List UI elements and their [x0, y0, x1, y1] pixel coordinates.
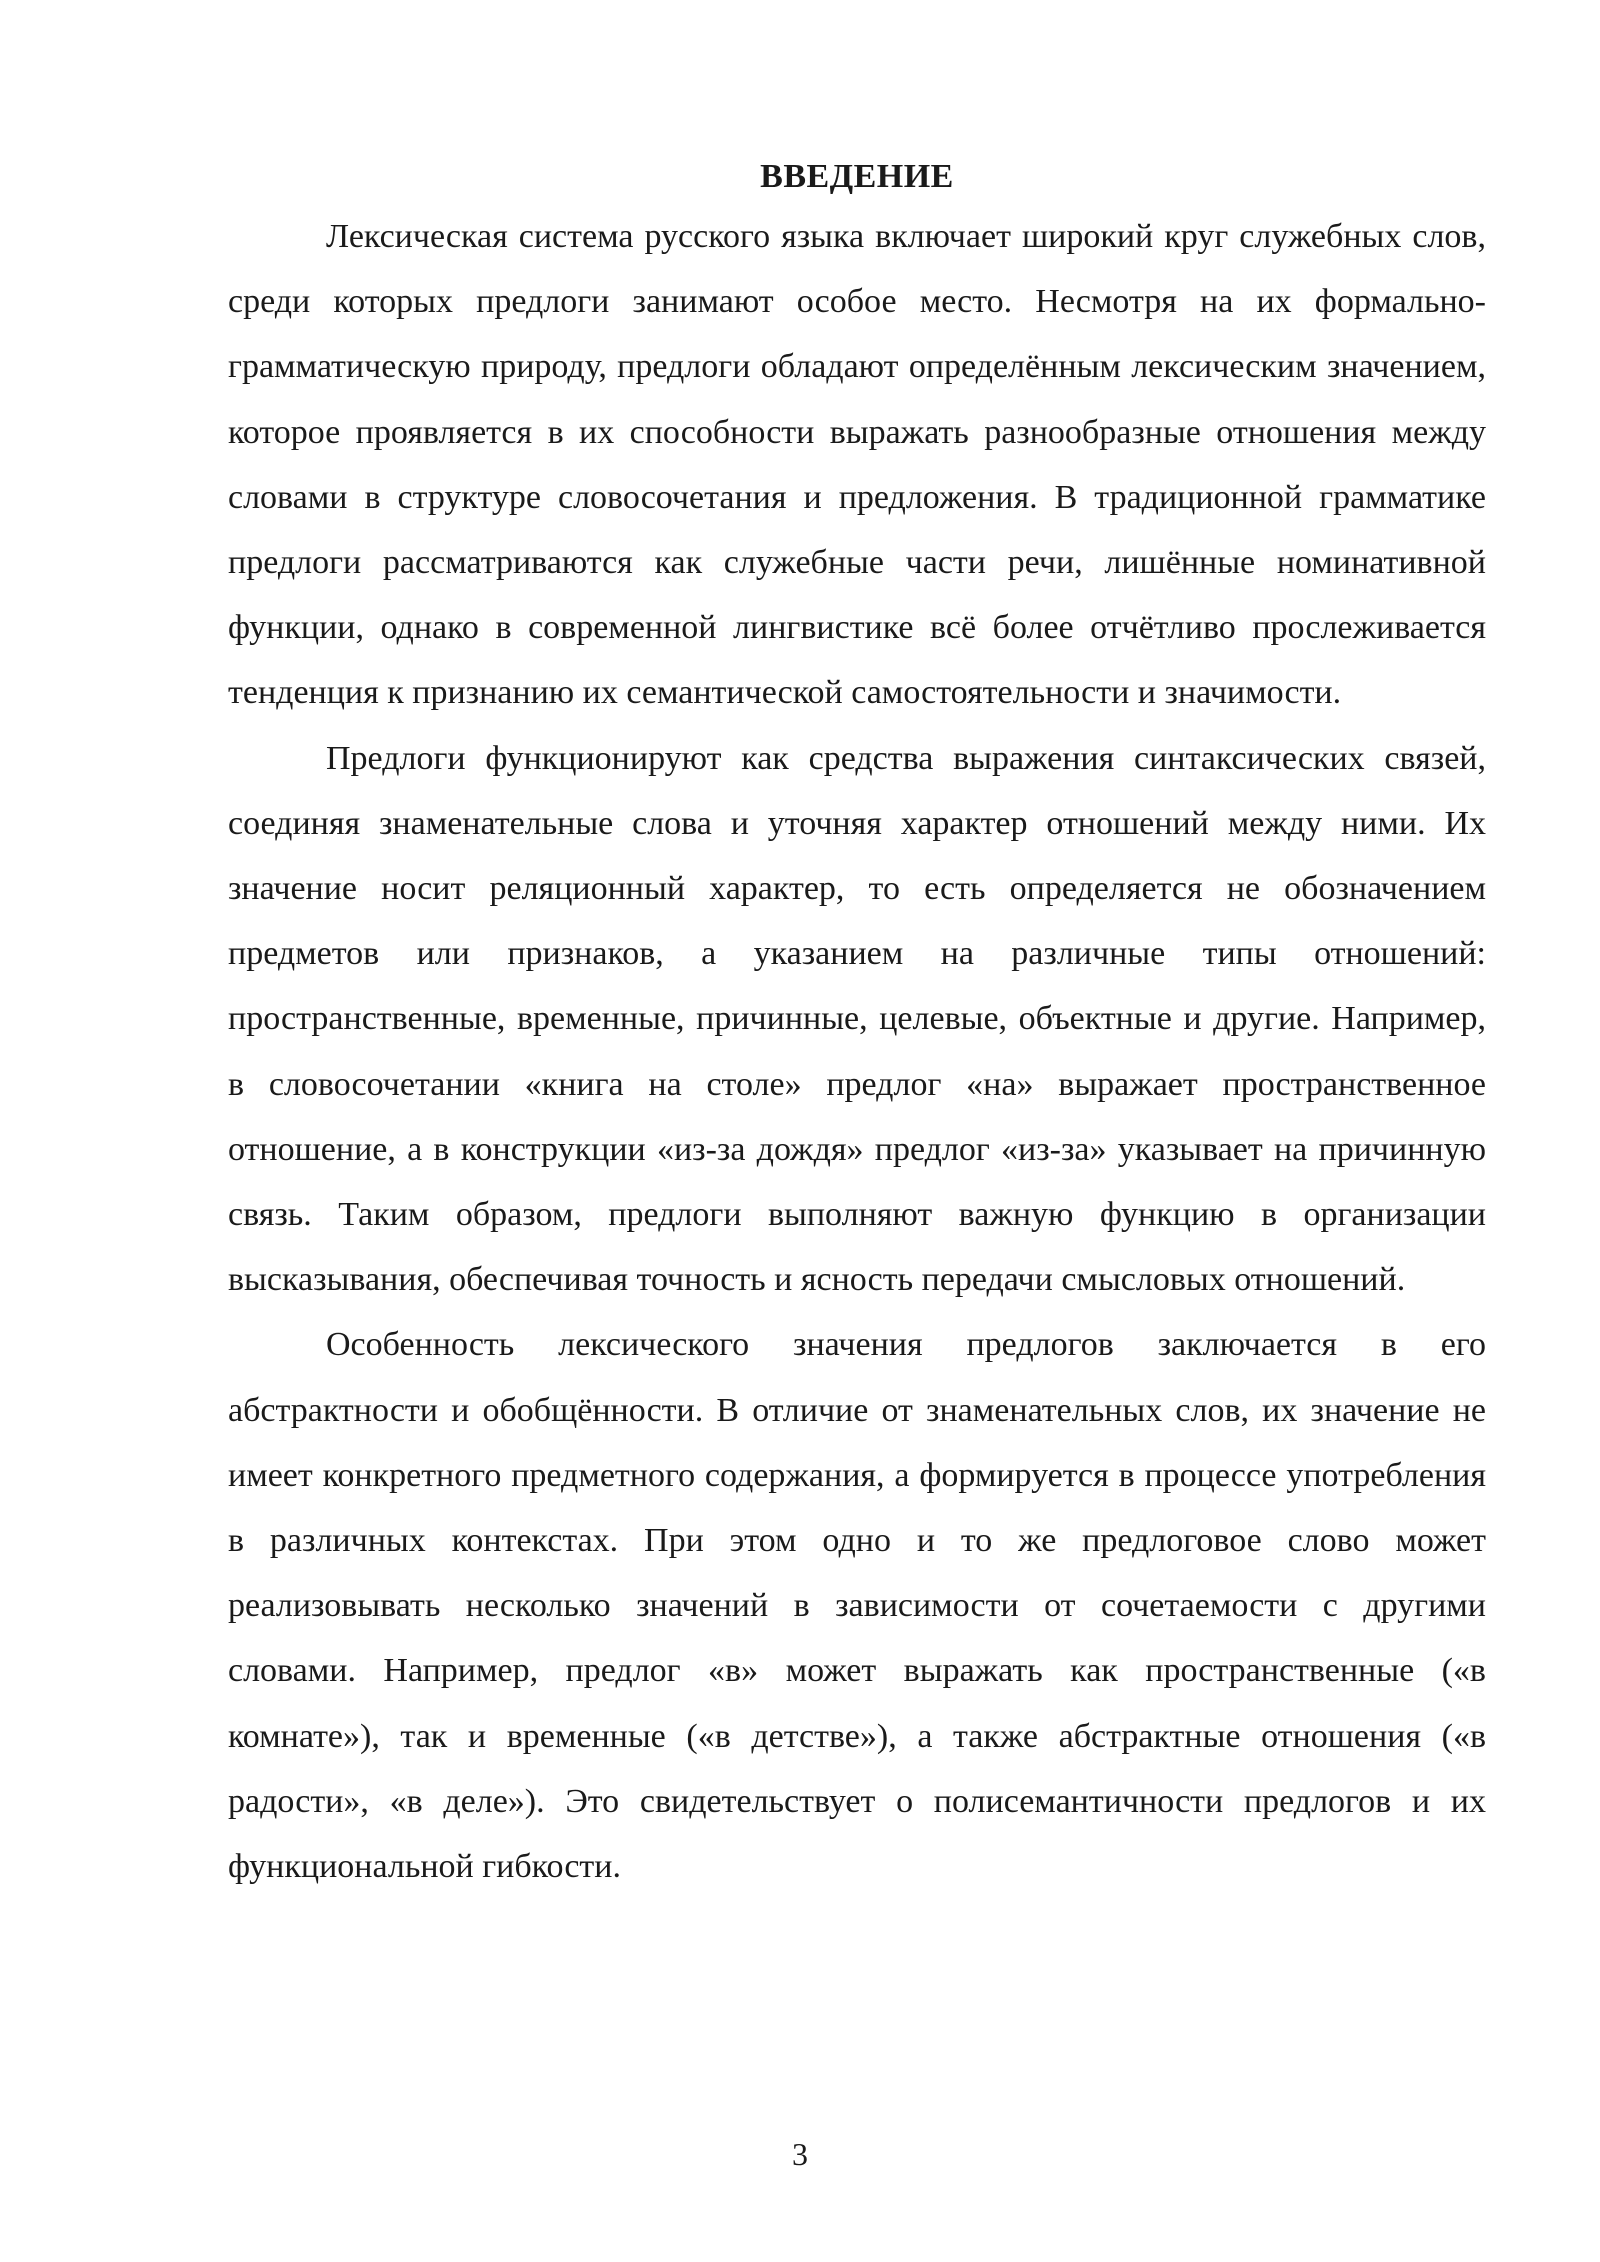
paragraph-2: Предлоги функционируют как средства выражения синтаксических связей, соединяя знаменательные слова и уточняя характер отношений между ними. Их значение носит реляционный характер, то есть определяется не обозначением предметов или признаков, а указанием на различные типы отношений: пространственные, временные, причинные, целевые, объектные и другие. Например, в словосочетании «книга на столе» предлог «на» выражает пространственное отношение, а в конструкции «из-за дождя» предлог «из-за» указывает на причинную связь. Таким образом, предлоги выполняют важную функцию в организации высказывания, обеспечивая точность и ясность передачи смысловых отношений. [228, 739, 1486, 1299]
page-number: 3 [792, 2136, 808, 2172]
paragraph-3: Особенность лексического значения предлогов заключается в его абстрактности и обобщённости. В отличие от знаменательных слов, их значение не имеет конкретного предметного содержания, а формируется в процессе употребления в различных контекстах. При этом одно и то же предлоговое слово может реализовывать несколько значений в зависимости от сочетаемости с другими словами. Например, предлог «в» может выражать как пространственные («в комнате»), так и временные («в детстве»), а также абстрактные отношения («в радости», «в деле»). Это свидетельствует о полисемантичности предлогов и их функциональной гибкости. [228, 1326, 1486, 1886]
page-content [228, 150, 1486, 1899]
paragraph-1: Лексическая система русского языка включает широкий круг служебных слов, среди которых предлоги занимают особое место. Несмотря на их формально-грамматическую природу, предлоги обладают определённым лексическим значением, которое проявляется в их способности выражать разнообразные отношения между словами в структуре словосочетания и предложения. В традиционной грамматике предлоги рассматриваются как служебные части речи, лишённые номинативной функции, однако в современной лингвистике всё более отчётливо прослеживается тенденция к признанию их семантической самостоятельности и значимости. [228, 218, 1486, 712]
section-title: ВВЕДЕНИЕ [760, 158, 954, 195]
